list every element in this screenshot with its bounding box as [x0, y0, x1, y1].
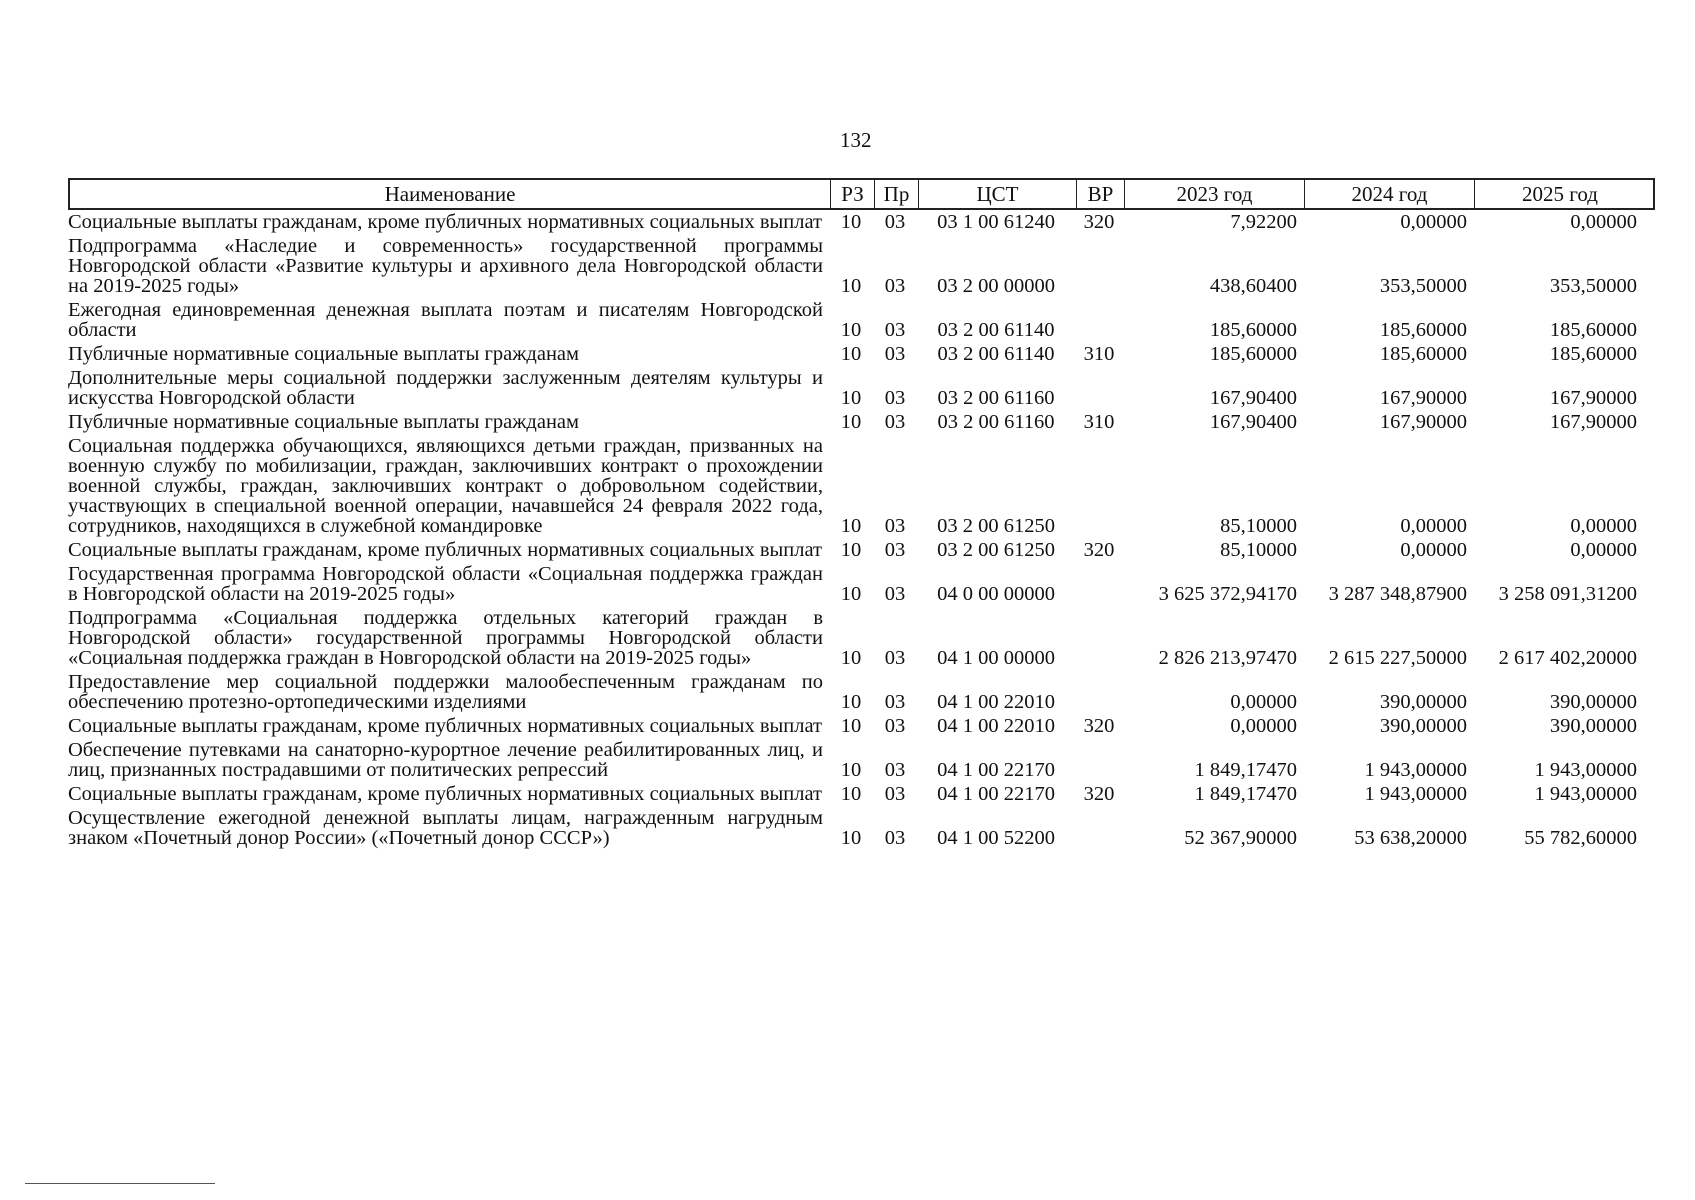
row-vr	[1075, 712, 1123, 714]
row-2023-value: 167,90400	[1209, 411, 1297, 433]
header-2023: 2023 год	[1125, 180, 1305, 208]
row-rz: 10	[840, 319, 862, 341]
row-2025-value: 167,90000	[1549, 387, 1637, 409]
row-vr: 320	[1083, 715, 1115, 737]
row-2023-value: 1 849,17470	[1194, 783, 1297, 805]
row-vr	[1075, 604, 1123, 606]
table-row	[68, 562, 1655, 606]
row-pr: 03	[884, 411, 906, 433]
row-2025-value: 2 617 402,20000	[1498, 647, 1637, 669]
row-rz: 10	[840, 783, 862, 805]
row-cst: 03 2 00 61250	[937, 539, 1055, 561]
row-2024-value: 1 943,00000	[1364, 759, 1467, 781]
row-2025-value: 353,50000	[1549, 275, 1637, 297]
row-2024-value: 0,00000	[1400, 539, 1467, 561]
row-pr: 03	[884, 387, 906, 409]
row-vr	[1075, 340, 1123, 342]
row-cst: 04 0 00 00000	[937, 583, 1055, 605]
row-2024-value: 185,60000	[1379, 319, 1467, 341]
row-2025-value: 167,90000	[1549, 411, 1637, 433]
row-pr: 03	[884, 343, 906, 365]
row-pr: 03	[884, 715, 906, 737]
row-2025-value: 0,00000	[1570, 211, 1637, 233]
row-2023-value: 185,60000	[1209, 319, 1297, 341]
budget-table	[68, 178, 1655, 850]
row-name: Осуществление ежегодной денежной выплаты лицам, награжденным нагрудным знаком «Почетный донор России» («Почетный донор СССР»)	[68, 807, 823, 849]
row-2025-value: 390,00000	[1549, 691, 1637, 713]
row-name: Социальные выплаты гражданам, кроме публичных нормативных социальных выплат	[68, 211, 823, 233]
row-rz: 10	[840, 647, 862, 669]
row-2025-value: 55 782,60000	[1524, 827, 1637, 849]
table-row	[68, 434, 1655, 538]
row-cst: 04 1 00 00000	[937, 647, 1055, 669]
row-2025-value: 390,00000	[1549, 715, 1637, 737]
row-vr: 320	[1083, 211, 1115, 233]
row-2023-value: 167,90400	[1209, 387, 1297, 409]
table-row	[68, 714, 1655, 738]
row-2025-value: 185,60000	[1549, 319, 1637, 341]
row-2025-value: 1 943,00000	[1534, 783, 1637, 805]
row-name: Социальная поддержка обучающихся, являющихся детьми граждан, призванных на военную службу по мобилизации, граждан, заключивших контракт о прохождении военной службы, граждан, заключивших контракт о добровольном содействии, участвующих в специальной военной операции, начавшейся 24 февраля 2022 года, сотрудников, находящихся в служебной командировке	[68, 435, 823, 537]
table-row	[68, 782, 1655, 806]
row-2023-value: 1 849,17470	[1194, 759, 1297, 781]
row-2024-value: 167,90000	[1379, 387, 1467, 409]
row-rz: 10	[840, 827, 862, 849]
row-cst: 04 1 00 22010	[937, 691, 1055, 713]
row-2023-value: 85,10000	[1220, 515, 1297, 537]
row-rz: 10	[840, 539, 862, 561]
row-2023-value: 3 625 372,94170	[1158, 583, 1297, 605]
row-pr: 03	[884, 827, 906, 849]
table-row	[68, 806, 1655, 850]
row-pr: 03	[884, 647, 906, 669]
row-2023-value: 0,00000	[1230, 691, 1297, 713]
row-rz: 10	[840, 691, 862, 713]
table-body	[68, 210, 1655, 850]
row-vr: 310	[1083, 343, 1115, 365]
row-name: Публичные нормативные социальные выплаты гражданам	[68, 411, 580, 433]
header-rz: РЗ	[831, 180, 875, 208]
row-2024-value: 185,60000	[1379, 343, 1467, 365]
table-row	[68, 738, 1655, 782]
header-pr: Пр	[875, 180, 919, 208]
row-pr: 03	[884, 783, 906, 805]
row-cst: 04 1 00 22170	[937, 783, 1055, 805]
table-row	[68, 606, 1655, 670]
row-name: Предоставление мер социальной поддержки малообеспеченным гражданам по обеспечению протезно-ортопедическими изделиями	[68, 671, 823, 713]
page-number: 132	[840, 128, 872, 152]
row-2025-value: 1 943,00000	[1534, 759, 1637, 781]
row-pr: 03	[884, 515, 906, 537]
row-cst: 04 1 00 22170	[937, 759, 1055, 781]
table-row	[68, 298, 1655, 342]
row-2025-value: 3 258 091,31200	[1498, 583, 1637, 605]
header-2024: 2024 год	[1305, 180, 1475, 208]
row-name: Дополнительные меры социальной поддержки заслуженным деятелям культуры и искусства Новгородской области	[68, 367, 823, 409]
row-vr: 320	[1083, 539, 1115, 561]
header-2025: 2025 год	[1522, 181, 1598, 206]
row-name: Обеспечение путевками на санаторно-курортное лечение реабилитированных лиц, и лиц, признанных пострадавшими от политических репрессий	[68, 739, 823, 781]
row-vr	[1075, 296, 1123, 298]
row-name: Публичные нормативные социальные выплаты гражданам	[68, 343, 580, 365]
row-rz: 10	[840, 387, 862, 409]
row-name: Ежегодная единовременная денежная выплата поэтам и писателям Новгородской области	[68, 299, 823, 341]
row-cst: 04 1 00 22010	[937, 715, 1055, 737]
table-row	[68, 366, 1655, 410]
header-vr: ВР	[1077, 180, 1125, 208]
row-pr: 03	[884, 319, 906, 341]
row-2025-value: 0,00000	[1570, 539, 1637, 561]
row-vr	[1075, 780, 1123, 782]
header-name: Наименование	[70, 180, 831, 208]
row-name: Социальные выплаты гражданам, кроме публичных нормативных социальных выплат	[68, 715, 823, 737]
row-vr	[1075, 408, 1123, 410]
row-rz: 10	[840, 715, 862, 737]
row-2023-value: 85,10000	[1220, 539, 1297, 561]
row-cst: 03 2 00 61250	[937, 515, 1055, 537]
row-cst: 03 2 00 00000	[937, 275, 1055, 297]
row-pr: 03	[884, 759, 906, 781]
footer-divider	[25, 1183, 215, 1184]
row-2023-value: 52 367,90000	[1184, 827, 1297, 849]
row-vr	[1075, 536, 1123, 538]
row-2024-value: 390,00000	[1379, 715, 1467, 737]
row-rz: 10	[840, 583, 862, 605]
table-row	[68, 670, 1655, 714]
row-2024-value: 2 615 227,50000	[1328, 647, 1467, 669]
table-header	[68, 178, 1655, 210]
row-cst: 03 1 00 61240	[937, 211, 1055, 233]
row-rz: 10	[840, 515, 862, 537]
row-pr: 03	[884, 211, 906, 233]
row-2023-value: 438,60400	[1209, 275, 1297, 297]
row-cst: 03 2 00 61140	[937, 319, 1055, 341]
table-row	[68, 538, 1655, 562]
row-rz: 10	[840, 343, 862, 365]
row-rz: 10	[840, 411, 862, 433]
table-row	[68, 234, 1655, 298]
row-2024-value: 1 943,00000	[1364, 783, 1467, 805]
row-cst: 04 1 00 52200	[937, 827, 1055, 849]
row-2024-value: 3 287 348,87900	[1328, 583, 1467, 605]
row-name: Подпрограмма «Наследие и современность» государственной программы Новгородской области «Развитие культуры и архивного дела Новгородской области на 2019-2025 годы»	[68, 235, 823, 297]
row-rz: 10	[840, 211, 862, 233]
row-2025-value: 185,60000	[1549, 343, 1637, 365]
row-pr: 03	[884, 275, 906, 297]
row-pr: 03	[884, 539, 906, 561]
row-name: Подпрограмма «Социальная поддержка отдельных категорий граждан в Новгородской области» государственной программы Новгородской области «Социальная поддержка граждан в Новгородской области на 2019-2025 годы»	[68, 607, 823, 669]
row-cst: 03 2 00 61160	[937, 411, 1055, 433]
row-2024-value: 53 638,20000	[1354, 827, 1467, 849]
row-2024-value: 390,00000	[1379, 691, 1467, 713]
row-2023-value: 7,92200	[1230, 211, 1297, 233]
row-2024-value: 0,00000	[1400, 515, 1467, 537]
header-cst: ЦСТ	[919, 180, 1077, 208]
row-cst: 03 2 00 61140	[937, 343, 1055, 365]
row-name: Социальные выплаты гражданам, кроме публичных нормативных социальных выплат	[68, 539, 823, 561]
row-2023-value: 185,60000	[1209, 343, 1297, 365]
table-row	[68, 210, 1655, 234]
row-pr: 03	[884, 583, 906, 605]
row-vr	[1075, 848, 1123, 850]
row-2024-value: 167,90000	[1379, 411, 1467, 433]
row-2024-value: 0,00000	[1400, 211, 1467, 233]
row-rz: 10	[840, 275, 862, 297]
table-row	[68, 342, 1655, 366]
row-2023-value: 2 826 213,97470	[1158, 647, 1297, 669]
row-2025-value: 0,00000	[1570, 515, 1637, 537]
row-cst: 03 2 00 61160	[937, 387, 1055, 409]
row-vr: 320	[1083, 783, 1115, 805]
row-pr: 03	[884, 691, 906, 713]
row-vr: 310	[1083, 411, 1115, 433]
row-name: Государственная программа Новгородской области «Социальная поддержка граждан в Новгородской области на 2019-2025 годы»	[68, 563, 823, 605]
row-2023-value: 0,00000	[1230, 715, 1297, 737]
row-vr	[1075, 668, 1123, 670]
row-2024-value: 353,50000	[1379, 275, 1467, 297]
table-row	[68, 410, 1655, 434]
row-name: Социальные выплаты гражданам, кроме публичных нормативных социальных выплат	[68, 783, 823, 805]
row-rz: 10	[840, 759, 862, 781]
